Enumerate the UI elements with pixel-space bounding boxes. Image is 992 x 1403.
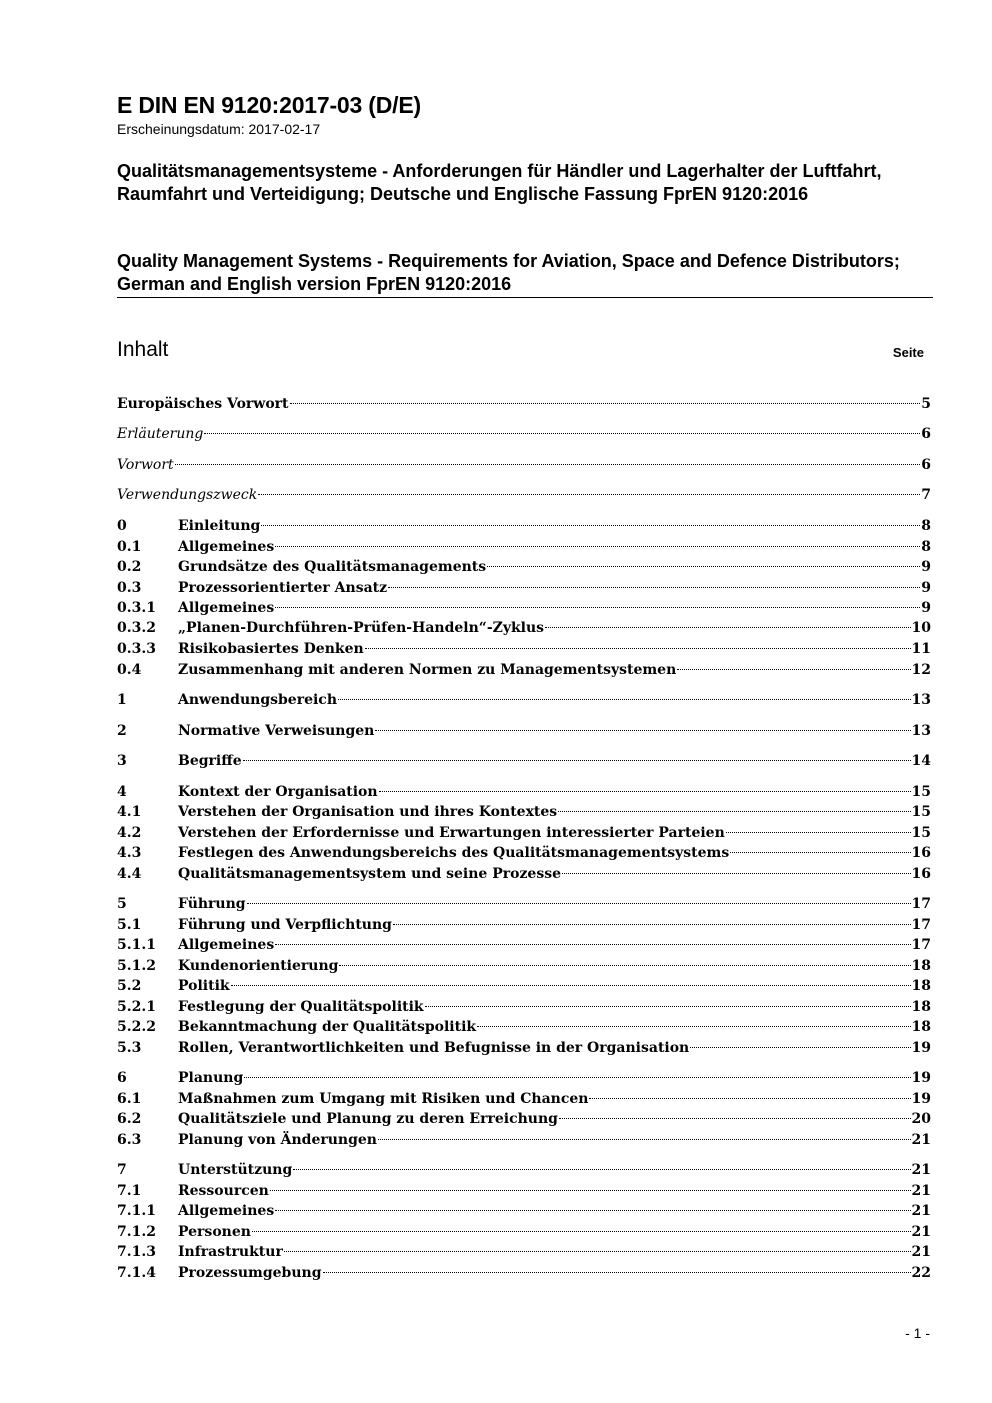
toc-entry[interactable] [117,1263,931,1283]
toc-entry-page: 21 [911,1224,931,1240]
toc-dot-leader [293,1169,910,1170]
toc-dot-leader [275,1210,910,1211]
toc-entry-page: 7 [921,487,931,503]
toc-entry-title: Allgemeines [178,539,275,555]
toc-entry-number: 5 [117,896,127,912]
toc-entry[interactable] [117,956,931,976]
toc-entry[interactable] [117,935,931,955]
toc-entry-number: 5.2 [117,978,142,994]
toc-entry-number: 0.2 [117,559,142,575]
document-id: E DIN EN 9120:2017-03 (D/E) [117,92,421,118]
toc-entry-number: 5.1 [117,917,142,933]
toc-entry-page: 12 [911,662,931,678]
toc-entry-title: Vorwort [117,457,174,473]
toc-entry[interactable] [117,516,931,536]
toc-entry[interactable] [117,1130,931,1150]
toc-page-column-label: Seite [892,345,924,360]
toc-entry-number: 5.2.1 [117,999,156,1015]
toc-entry-title: Grundsätze des Qualitätsmanagements [178,559,487,575]
toc-entry[interactable] [117,690,931,710]
toc-entry[interactable] [117,639,931,659]
toc-entry-number: 7.1.4 [117,1265,156,1281]
toc-dot-leader [275,546,920,547]
toc-entry[interactable] [117,618,931,638]
toc-entry-title: Prozessumgebung [178,1265,322,1281]
toc-entry-title: Erläuterung [117,426,204,442]
toc-entry-number: 4.3 [117,845,142,861]
toc-entry-number: 4 [117,784,127,800]
toc-entry-page: 9 [921,580,931,596]
toc-dot-leader [204,433,920,434]
toc-entry[interactable] [117,751,931,771]
toc-entry-page: 6 [921,457,931,473]
toc-entry-title: Führung und Verpflichtung [178,917,392,933]
toc-entry-title: Personen [178,1224,251,1240]
toc-entry-page: 20 [911,1111,931,1127]
toc-entry-page: 21 [911,1244,931,1260]
toc-entry[interactable] [117,578,931,598]
toc-entry[interactable] [117,1017,931,1037]
page-number: - 1 - [905,1325,930,1341]
toc-entry-title: Planung [178,1070,244,1086]
toc-entry[interactable] [117,1242,931,1262]
toc-entry-page: 9 [921,600,931,616]
toc-entry[interactable] [117,557,931,577]
toc-entry-number: 7 [117,1162,127,1178]
toc-entry-title: Planung von Änderungen [178,1132,377,1148]
title-german: Qualitätsmanagementsysteme - Anforderungen für Händler und Lagerhalter der Luftfahrt, Raumfahrt und Verteidigung; Deutsche und Englische Fassung FprEN 9120:2016 [117,161,882,204]
toc-entry-page: 18 [911,958,931,974]
toc-entry[interactable] [117,1038,931,1058]
toc-dot-leader [388,587,920,588]
toc-entry[interactable] [117,455,931,475]
toc-entry-title: Verwendungszweck [117,487,258,503]
toc-entry[interactable] [117,864,931,884]
toc-entry-number: 7.1.1 [117,1203,156,1219]
toc-entry-title: Kontext der Organisation [178,784,378,800]
toc-entry[interactable] [117,1201,931,1221]
toc-dot-leader [270,1190,911,1191]
toc-entry[interactable] [117,894,931,914]
toc-entry-number: 4.4 [117,866,142,882]
toc-entry-page: 19 [911,1091,931,1107]
toc-entry-number: 6.3 [117,1132,142,1148]
toc-dot-leader [339,965,910,966]
toc-entry-page: 16 [911,845,931,861]
toc-dot-leader [690,1047,910,1048]
toc-dot-leader [379,791,911,792]
toc-entry-page: 6 [921,426,931,442]
toc-entry-title: Führung [178,896,246,912]
toc-dot-leader [175,464,921,465]
toc-entry-number: 0.4 [117,662,142,678]
toc-entry-number: 0 [117,518,127,534]
toc-entry-number: 5.2.2 [117,1019,156,1035]
toc-entry-page: 17 [911,896,931,912]
toc-dot-leader [375,730,910,731]
toc-entry-title: Zusammenhang mit anderen Normen zu Managementsystemen [178,662,677,678]
toc-entry[interactable] [117,976,931,996]
toc-dot-leader [323,1272,911,1273]
toc-dot-leader [252,1231,911,1232]
toc-dot-leader [275,944,910,945]
toc-entry-page: 13 [911,723,931,739]
toc-entry-title: Begriffe [178,753,242,769]
toc-entry-title: Allgemeines [178,1203,275,1219]
toc-entry-page: 9 [921,559,931,575]
toc-entry-title: Festlegung der Qualitätspolitik [178,999,424,1015]
toc-dot-leader [677,669,910,670]
toc-dot-leader [393,924,911,925]
toc-entry-title: „Planen-Durchführen-Prüfen-Handeln“-Zyklus [178,620,545,636]
toc-entry-page: 10 [911,620,931,636]
toc-entry-page: 11 [911,641,931,657]
toc-dot-leader [244,1077,910,1078]
toc-entry[interactable] [117,843,931,863]
toc-dot-leader [338,699,911,700]
toc-entry-title: Europäisches Vorwort [117,396,289,412]
toc-entry-page: 18 [911,999,931,1015]
toc-entry-number: 0.3.3 [117,641,156,657]
toc-entry-number: 0.3 [117,580,142,596]
toc-entry-title: Allgemeines [178,937,275,953]
toc-entry-page: 21 [911,1183,931,1199]
toc-entry-page: 16 [911,866,931,882]
toc-entry-page: 21 [911,1162,931,1178]
toc-entry[interactable] [117,997,931,1017]
toc-entry-number: 0.3.2 [117,620,156,636]
toc-entry-title: Allgemeines [178,600,275,616]
toc-entry-page: 18 [911,978,931,994]
toc-entry-title: Bekanntmachung der Qualitätspolitik [178,1019,477,1035]
toc-entry-title: Kundenorientierung [178,958,339,974]
publication-date: Erscheinungsdatum: 2017-02-17 [117,121,321,137]
toc-entry-page: 19 [911,1040,931,1056]
toc-entry[interactable] [117,782,931,802]
toc-entry-title: Qualitätsmanagementsystem und seine Prozesse [178,866,561,882]
toc-entry-title: Unterstützung [178,1162,293,1178]
toc-entry-page: 15 [911,825,931,841]
toc-entry-page: 14 [911,753,931,769]
toc-entry-page: 21 [911,1203,931,1219]
toc-entry[interactable] [117,1222,931,1242]
toc-entry-page: 17 [911,937,931,953]
toc-entry-page: 13 [911,692,931,708]
toc-entry[interactable] [117,394,931,414]
toc-entry-title: Verstehen der Organisation und ihres Kontextes [178,804,558,820]
toc-entry-title: Qualitätsziele und Planung zu deren Erreichung [178,1111,558,1127]
toc-entry-number: 4.2 [117,825,142,841]
toc-entry[interactable] [117,915,931,935]
toc-dot-leader [558,811,910,812]
toc-dot-leader [730,852,910,853]
toc-entry-number: 7.1.3 [117,1244,156,1260]
toc-dot-leader [487,566,920,567]
toc-entry-page: 22 [911,1265,931,1281]
toc-entry-number: 7.1.2 [117,1224,156,1240]
toc-dot-leader [559,1118,911,1119]
title-english: Quality Management Systems - Requirements for Aviation, Space and Defence Distributors; German and English version FprEN 9120:2016 [117,251,900,294]
toc-dot-leader [425,1006,911,1007]
toc-dot-leader [243,760,911,761]
toc-entry-page: 17 [911,917,931,933]
toc-entry-number: 0.1 [117,539,142,555]
toc-entry-number: 7.1 [117,1183,142,1199]
toc-entry-title: Festlegen des Anwendungsbereichs des Qualitätsmanagementsystems [178,845,730,861]
toc-entry-number: 5.1.2 [117,958,156,974]
toc-dot-leader [562,873,911,874]
toc-entry[interactable] [117,537,931,557]
toc-entry-title: Rollen, Verantwortlichkeiten und Befugnisse in der Organisation [178,1040,690,1056]
toc-entry-title: Maßnahmen zum Umgang mit Risiken und Chancen [178,1091,589,1107]
toc-entry[interactable] [117,802,931,822]
toc-heading: Inhalt [117,338,169,361]
toc-dot-leader [545,627,910,628]
toc-entry[interactable] [117,1109,931,1129]
toc-entry[interactable] [117,485,931,505]
toc-entry-number: 5.3 [117,1040,142,1056]
toc-entry[interactable] [117,823,931,843]
toc-entry-page: 19 [911,1070,931,1086]
toc-dot-leader [290,403,921,404]
toc-dot-leader [284,1251,911,1252]
toc-entry-number: 5.1.1 [117,937,156,953]
toc-dot-leader [261,525,920,526]
toc-entry-title: Risikobasiertes Denken [178,641,364,657]
toc-entry-title: Ressourcen [178,1183,269,1199]
toc-entry-page: 8 [921,539,931,555]
toc-entry-title: Politik [178,978,230,994]
toc-entry-number: 1 [117,692,127,708]
toc-dot-leader [365,648,911,649]
toc-dot-leader [247,903,911,904]
toc-entry-title: Normative Verweisungen [178,723,375,739]
toc-entry-page: 15 [911,804,931,820]
toc-entry-number: 6.2 [117,1111,142,1127]
toc-entry-number: 4.1 [117,804,142,820]
toc-dot-leader [258,494,920,495]
toc-entry[interactable] [117,598,931,618]
toc-entry-number: 6 [117,1070,127,1086]
toc-entry[interactable] [117,424,931,444]
toc-entry[interactable] [117,721,931,741]
toc-entry-number: 0.3.1 [117,600,156,616]
toc-entry-title: Anwendungsbereich [178,692,337,708]
toc-entry-number: 6.1 [117,1091,142,1107]
toc-dot-leader [726,832,911,833]
toc-dot-leader [275,607,920,608]
toc-entry-page: 5 [921,396,931,412]
toc-entry-number: 3 [117,753,127,769]
toc-entry-page: 8 [921,518,931,534]
toc-dot-leader [378,1139,911,1140]
toc-dot-leader [589,1098,910,1099]
toc-entry-page: 18 [911,1019,931,1035]
toc-entry-title: Verstehen der Erfordernisse und Erwartungen interessierter Parteien [178,825,725,841]
toc-entry[interactable] [117,660,931,680]
toc-entry[interactable] [117,1181,931,1201]
toc-entry-number: 2 [117,723,127,739]
toc-entry[interactable] [117,1068,931,1088]
toc-entry[interactable] [117,1089,931,1109]
toc-dot-leader [231,985,911,986]
toc-dot-leader [477,1026,910,1027]
toc-entry-page: 21 [911,1132,931,1148]
toc-entry-title: Einleitung [178,518,261,534]
toc-entry-page: 15 [911,784,931,800]
toc-entry-title: Prozessorientierter Ansatz [178,580,388,596]
title-divider [117,297,933,298]
toc-entry-title: Infrastruktur [178,1244,283,1260]
toc-entry[interactable] [117,1160,931,1180]
